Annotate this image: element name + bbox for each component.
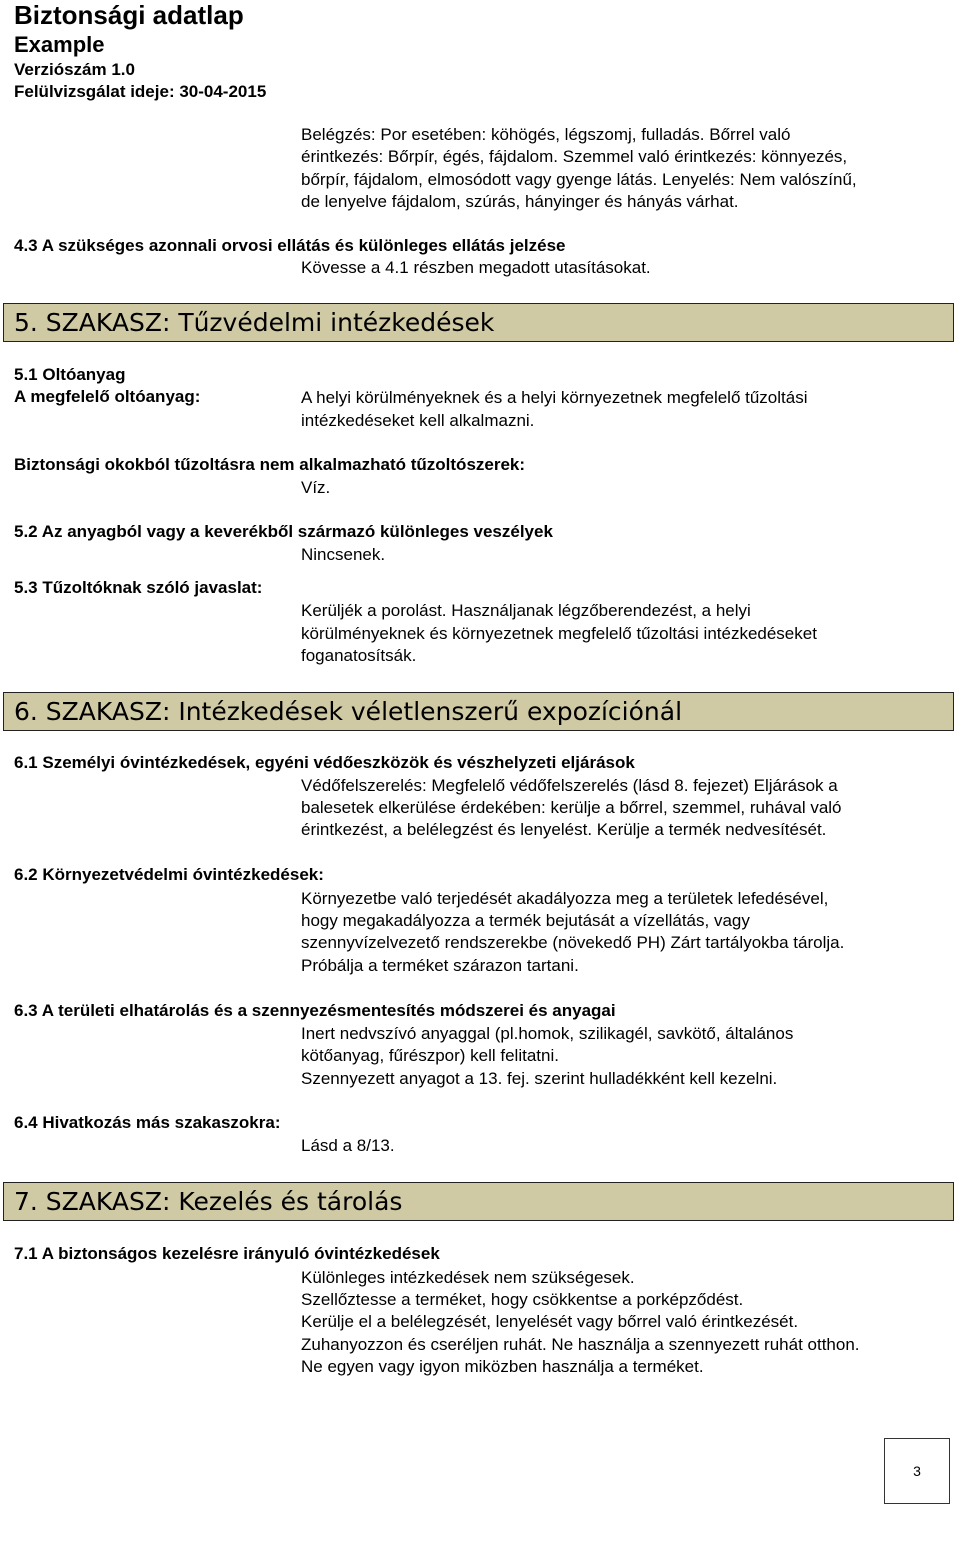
version-number: Verziószám 1.0 — [14, 60, 135, 79]
subsection-6-3-text: Szennyezett anyagot a 13. fej. szerint hulladékként kell kezelni. — [301, 1069, 778, 1088]
suitable-media-label: A megfelelő oltóanyag: — [14, 387, 201, 406]
subsection-5-3-text: foganatosítsák. — [301, 646, 417, 665]
section-7-heading: 7. SZAKASZ: Kezelés és tárolás — [3, 1182, 954, 1221]
symptoms-line: de lenyelve fájdalom, szúrás, hányinger és hányás várhat. — [301, 192, 739, 211]
subsection-6-3-text: kötőanyag, fűrészpor) kell felitatni. — [301, 1046, 559, 1065]
subsection-6-4-text: Lásd a 8/13. — [301, 1136, 395, 1155]
subsection-7-1-text: Zuhanyozzon és cseréljen ruhát. Ne használja a szennyezett ruhát otthon. — [301, 1335, 860, 1354]
product-name: Example — [14, 32, 105, 57]
subsection-6-1-text: Védőfelszerelés: Megfelelő védőfelszerelés (lásd 8. fejezet) Eljárások a — [301, 776, 838, 795]
subsection-4-3-text: Kövesse a 4.1 részben megadott utasításokat. — [301, 258, 651, 277]
unsuitable-media-text: Víz. — [301, 478, 331, 497]
subsection-6-1-text: balesetek elkerülése érdekében: kerülje a bőrrel, szemmel, ruhával való — [301, 798, 842, 817]
subsection-5-1-title: 5.1 Oltóanyag — [14, 365, 126, 384]
subsection-5-3-text: Kerüljék a porolást. Használjanak légzőberendezést, a helyi — [301, 601, 751, 620]
suitable-media-text: A helyi körülményeknek és a helyi környezetnek megfelelő tűzoltási — [301, 388, 808, 407]
subsection-6-2-text: hogy megakadályozza a termék bejutását a vízellátás, vagy — [301, 911, 750, 930]
symptoms-line: érintkezés: Bőrpír, égés, fájdalom. Szemmel való érintkezés: könnyezés, — [301, 147, 848, 166]
subsection-6-3-text: Inert nedvszívó anyaggal (pl.homok, szilikagél, savkötő, általános — [301, 1024, 794, 1043]
subsection-6-4-title: 6.4 Hivatkozás más szakaszokra: — [14, 1113, 281, 1132]
subsection-4-3-title: 4.3 A szükséges azonnali orvosi ellátás és különleges ellátás jelzése — [14, 236, 566, 255]
subsection-7-1-text: Különleges intézkedések nem szükségesek. — [301, 1268, 635, 1287]
subsection-7-1-text: Szellőztesse a terméket, hogy csökkentse a porképződést. — [301, 1290, 744, 1309]
subsection-7-1-title: 7.1 A biztonságos kezelésre irányuló óvintézkedések — [14, 1244, 440, 1263]
subsection-7-1-text: Ne egyen vagy igyon miközben használja a terméket. — [301, 1357, 704, 1376]
symptoms-line: Belégzés: Por esetében: köhögés, légszomj, fulladás. Bőrrel való — [301, 125, 791, 144]
section-6-heading: 6. SZAKASZ: Intézkedések véletlenszerű expozíciónál — [3, 692, 954, 731]
page-number: 3 — [913, 1463, 921, 1479]
subsection-5-3-title: 5.3 Tűzoltóknak szóló javaslat: — [14, 578, 263, 597]
symptoms-line: bőrpír, fájdalom, elmosódott vagy gyenge látás. Lenyelés: Nem valószínű, — [301, 170, 857, 189]
subsection-6-2-text: Környezetbe való terjedését akadályozza meg a területek lefedésével, — [301, 889, 829, 908]
subsection-6-3-title: 6.3 A területi elhatárolás és a szennyezésmentesítés módszerei és anyagai — [14, 1001, 616, 1020]
subsection-6-2-text: szennyvízelvezető rendszerekbe (növekedő PH) Zárt tartályokba tárolja. — [301, 933, 845, 952]
suitable-media-text: intézkedéseket kell alkalmazni. — [301, 411, 535, 430]
subsection-7-1-text: Kerülje el a belélegzését, lenyelését vagy bőrrel való érintkezését. — [301, 1312, 799, 1331]
subsection-6-2-title: 6.2 Környezetvédelmi óvintézkedések: — [14, 865, 324, 884]
subsection-6-1-text: érintkezést, a belélegzést és lenyelést. Kerülje a termék nedvesítését. — [301, 820, 827, 839]
section-5-heading: 5. SZAKASZ: Tűzvédelmi intézkedések — [3, 303, 954, 342]
revision-date: Felülvizsgálat ideje: 30-04-2015 — [14, 82, 267, 101]
subsection-6-2-text: Próbálja a terméket szárazon tartani. — [301, 956, 579, 975]
unsuitable-media-title: Biztonsági okokból tűzoltásra nem alkalmazható tűzoltószerek: — [14, 455, 526, 474]
document-title: Biztonsági adatlap — [14, 0, 244, 30]
subsection-5-3-text: körülményeknek és környezetnek megfelelő tűzoltási intézkedéseket — [301, 624, 817, 643]
page-number-box — [884, 1438, 950, 1504]
subsection-5-2-text: Nincsenek. — [301, 545, 386, 564]
subsection-6-1-title: 6.1 Személyi óvintézkedések, egyéni védőeszközök és vészhelyzeti eljárások — [14, 753, 635, 772]
subsection-5-2-title: 5.2 Az anyagból vagy a keverékből származó különleges veszélyek — [14, 522, 553, 541]
